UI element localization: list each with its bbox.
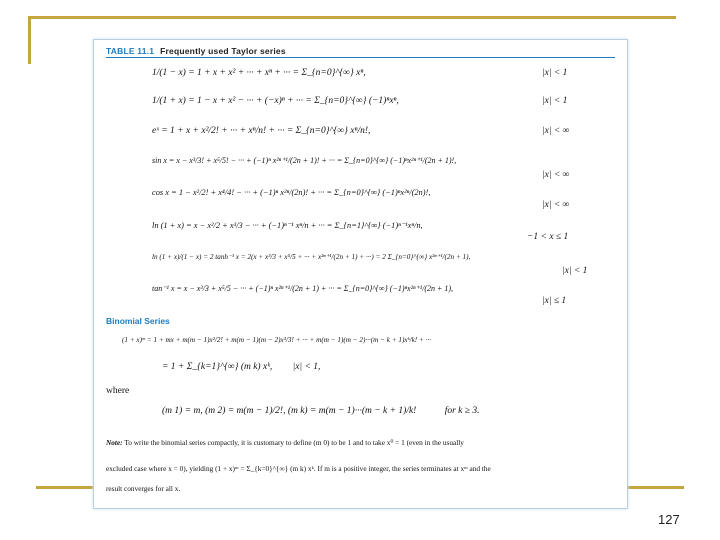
series-formula: cos x = 1 − x²/2! + x⁴/4! − ··· + (−1)ⁿ x²ⁿ/(2n)! + ··· = Σ_{n=0}^{∞} (−1)ⁿx²ⁿ/(2n)!, bbox=[152, 188, 431, 197]
table-title-rule bbox=[106, 57, 615, 58]
note-line: excluded case where x = 0), yielding (1 + x)ᵐ = Σ_{k=0}^{∞} (m k) xᵏ. If m is a positive integer, the series terminates at xᵐ and the bbox=[106, 464, 491, 473]
binomial-sum bbox=[162, 362, 320, 372]
series-condition: |x| < ∞ bbox=[542, 170, 570, 180]
binomial-sum-formula: = 1 + Σ_{k=1}^{∞} (m k) xᵏ, bbox=[162, 362, 273, 372]
table-label: TABLE 11.1 bbox=[106, 46, 155, 56]
binomial-expansion: (1 + x)ᵐ = 1 + mx + m(m − 1)x²/2! + m(m − 1)(m − 2)x³/3! + ··· + m(m − 1)(m − 2)···(m − k + 1)xᵏ/k! + ··· bbox=[122, 336, 432, 344]
slide-frame-top-rule bbox=[28, 16, 676, 19]
series-row bbox=[152, 220, 569, 242]
note-label: Note: bbox=[106, 438, 123, 447]
series-row bbox=[152, 156, 570, 180]
table-title bbox=[106, 46, 286, 56]
series-condition: |x| < ∞ bbox=[542, 126, 570, 136]
taylor-series-table-image bbox=[94, 40, 627, 508]
series-formula: ln (1 + x) = x − x²/2 + x³/3 − ··· + (−1)ⁿ⁻¹ xⁿ/n + ··· = Σ_{n=1}^{∞} (−1)ⁿ⁻¹xⁿ/n, bbox=[152, 221, 423, 230]
slide-frame-left-rule bbox=[28, 16, 31, 64]
series-formula: 1/(1 − x) = 1 + x + x² + ··· + xⁿ + ··· = Σ_{n=0}^{∞} xⁿ, bbox=[152, 68, 366, 78]
series-condition: |x| < 1 bbox=[562, 266, 588, 276]
series-row bbox=[152, 68, 568, 78]
series-formula: 1/(1 + x) = 1 − x + x² − ··· + (−x)ⁿ + ··· = Σ_{n=0}^{∞} (−1)ⁿxⁿ, bbox=[152, 96, 399, 106]
binomial-coefficients-formula: (m 1) = m, (m 2) = m(m − 1)/2!, (m k) = m(m − 1)···(m − k + 1)/k! bbox=[162, 406, 417, 416]
series-row bbox=[152, 188, 570, 210]
series-formula: tan⁻¹ x = x − x³/3 + x⁵/5 − ··· + (−1)ⁿ x²ⁿ⁺¹/(2n + 1) + ··· = Σ_{n=0}^{∞} (−1)ⁿx²ⁿ⁺¹/(2n + 1), bbox=[152, 284, 454, 293]
series-row bbox=[152, 284, 567, 306]
note-line bbox=[106, 438, 464, 447]
series-formula: sin x = x − x³/3! + x⁵/5! − ··· + (−1)ⁿ x²ⁿ⁺¹/(2n + 1)! + ··· = Σ_{n=0}^{∞} (−1)ⁿx²ⁿ⁺¹/(2n + 1)!, bbox=[152, 156, 457, 165]
where-label: where bbox=[106, 386, 130, 396]
binomial-series-heading: Binomial Series bbox=[106, 316, 170, 326]
page-number: 127 bbox=[658, 512, 680, 527]
binomial-sum-condition: |x| < 1, bbox=[292, 362, 321, 372]
note-line: result converges for all x. bbox=[106, 484, 181, 493]
series-row bbox=[152, 126, 570, 136]
table-title-text: Frequently used Taylor series bbox=[160, 46, 286, 56]
binomial-coefficients bbox=[162, 406, 480, 416]
series-formula: eˣ = 1 + x + x²/2! + ··· + xⁿ/n! + ··· = Σ_{n=0}^{∞} xⁿ/n!, bbox=[152, 126, 371, 136]
series-condition: |x| < 1 bbox=[542, 96, 568, 106]
binomial-coefficients-condition: for k ≥ 3. bbox=[444, 406, 480, 416]
series-row bbox=[152, 96, 568, 106]
series-condition: |x| < 1 bbox=[542, 68, 568, 78]
series-row bbox=[152, 252, 588, 276]
series-condition: |x| < ∞ bbox=[542, 200, 570, 210]
series-condition: −1 < x ≤ 1 bbox=[527, 232, 569, 242]
note-text: To write the binomial series compactly, it is customary to define (m 0) to be 1 and to take x⁰ = 1 (even in the usually bbox=[124, 438, 464, 447]
series-formula: ln (1 + x)/(1 − x) = 2 tanh⁻¹ x = 2(x + x³/3 + x⁵/5 + ··· + x²ⁿ⁺¹/(2n + 1) + ···) = 2 Σ_{n=0}^{∞} x²ⁿ⁺¹/(2n + 1), bbox=[152, 253, 471, 261]
series-condition: |x| ≤ 1 bbox=[542, 296, 567, 306]
